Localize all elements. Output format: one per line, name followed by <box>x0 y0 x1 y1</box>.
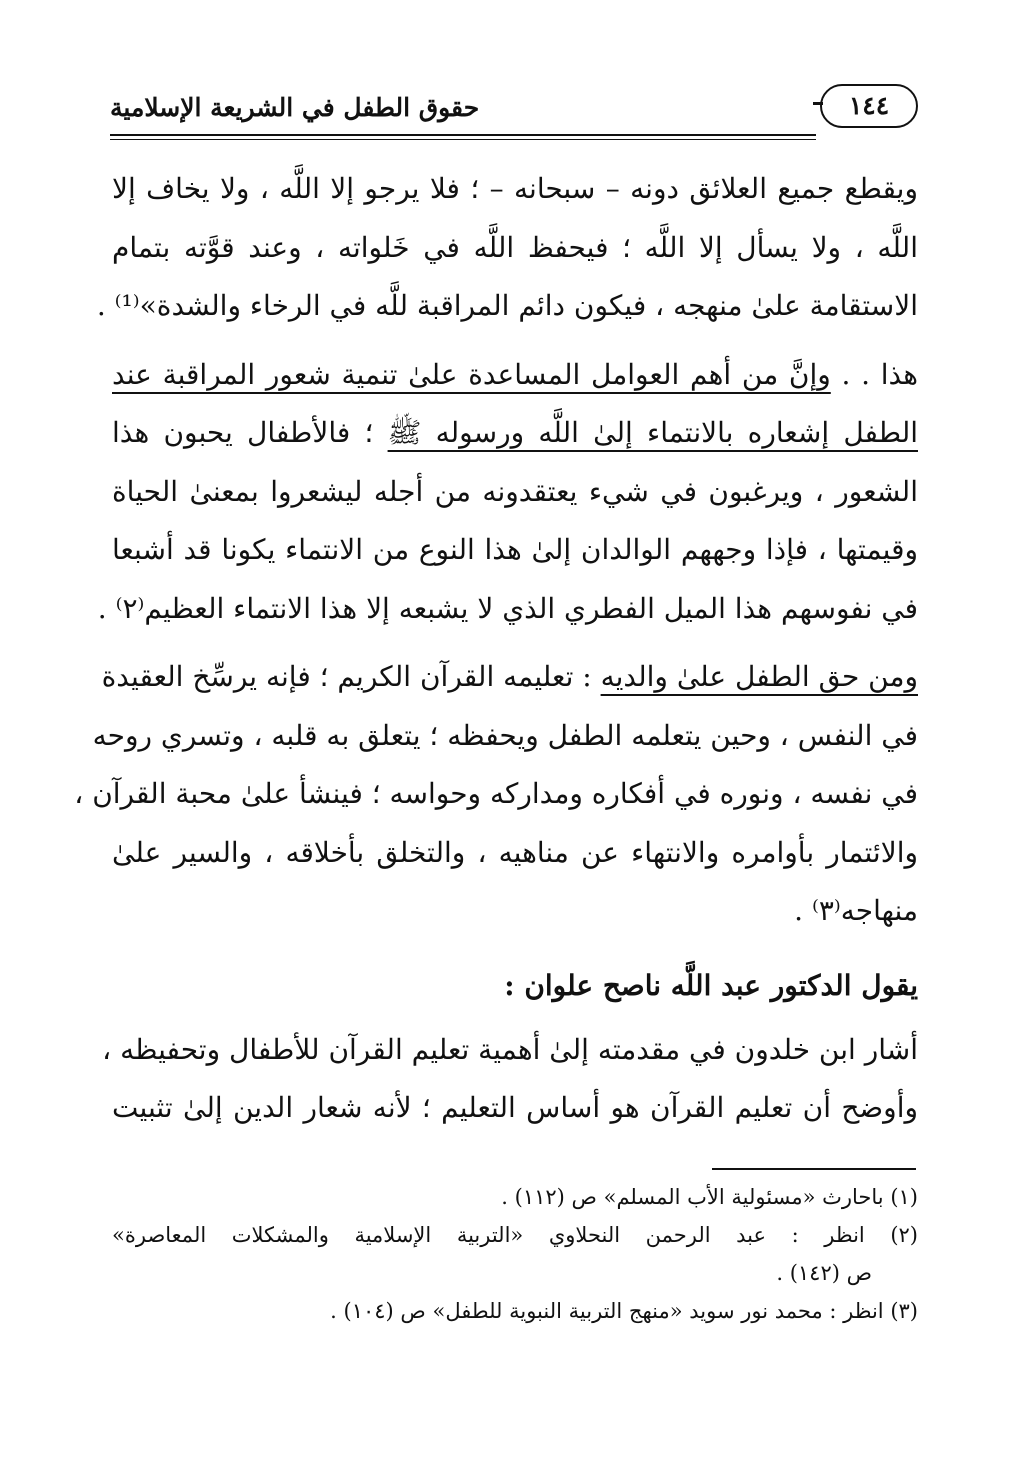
footnote: (٣) انظر : محمد نور سويد «منهج التربية النبوية للطفل» ص (١٠٤) . <box>330 1299 918 1323</box>
text-line <box>112 404 918 463</box>
line-prefix: هذا . . <box>830 357 918 391</box>
underlined-phrase: وإنَّ من أهم العوامل المساعدة علىٰ تنمية شعور المراقبة عند <box>112 357 831 391</box>
text-line: اللَّه ، ولا يسأل إلا اللَّه ؛ فيحفظ اللَّه في خَلواته ، وعند قوَّته بتمام <box>112 230 918 264</box>
text-line: الاستقامة علىٰ منهجه ، فيكون دائم المراقبة للَّه في الرخاء والشدة»⁽¹⁾ . <box>96 289 918 322</box>
text-line <box>101 648 918 707</box>
page-number: ١٤٤ <box>820 84 918 128</box>
line-rest: ؛ فالأطفال يحبون هذا <box>112 416 388 449</box>
section-heading: يقول الدكتور عبد اللَّه ناصح علوان : <box>504 968 918 1002</box>
line-rest: : تعليمه القرآن الكريم ؛ فإنه يرسِّخ العقيدة <box>101 660 601 693</box>
header-rule-thin <box>110 139 816 140</box>
footnote-rule <box>712 1168 916 1170</box>
text-line: في النفس ، وحين يتعلمه الطفل ويحفظه ؛ يتعلق به قلبه ، وتسري روحه <box>92 718 918 752</box>
text-line: في نفسه ، ونوره في أفكاره ومداركه وحواسه ؛ فينشأ علىٰ محبة القرآن ، <box>74 777 918 810</box>
text-line: منهاجه⁽٣⁾ . <box>794 894 918 927</box>
text-line: وأوضح أن تعليم القرآن هو أساس التعليم ؛ لأنه شعار الدين إلىٰ تثبيت <box>112 1091 918 1124</box>
footnote-continuation: ص (١٤٢) . <box>776 1261 872 1285</box>
text-line: في نفوسهم هذا الميل الفطري الذي لا يشبعه إلا هذا الانتماء العظيم⁽٢⁾ . <box>97 591 918 625</box>
body-text <box>74 160 918 1138</box>
text-line: ويقطع جميع العلائق دونه – سبحانه – ؛ فلا يرجو إلا اللَّه ، ولا يخاف إلا <box>112 172 918 205</box>
footnote: (١) باحارث «مسئولية الأب المسلم» ص (١١٢) . <box>501 1185 918 1209</box>
text-line: والائتمار بأوامره والانتهاء عن مناهيه ، والتخلق بأخلاقه ، والسير علىٰ <box>112 835 918 869</box>
underlined-phrase: الطفل إشعاره بالانتماء إلىٰ اللَّه ورسوله ﷺ <box>387 416 918 449</box>
page-header <box>110 78 918 136</box>
header-rule <box>110 134 816 136</box>
text-line: أشار ابن خلدون في مقدمته إلىٰ أهمية تعليم القرآن للأطفال وتحفيظه ، <box>102 1032 918 1066</box>
footnote: (٢) انظر : عبد الرحمن النحلاوي «التربية الإسلامية والمشكلات المعاصرة» <box>112 1223 918 1247</box>
footnotes <box>112 1178 918 1330</box>
text-line: وقيمتها ، فإذا وجههم الوالدان إلىٰ هذا النوع من الانتماء يكونا قد أشبعا <box>112 533 918 566</box>
text-line <box>112 346 918 405</box>
underlined-phrase: ومن حق الطفل علىٰ والديه <box>600 660 918 693</box>
book-title: حقوق الطفل في الشريعة الإسلامية <box>110 93 480 122</box>
text-line: الشعور ، ويرغبون في شيء يعتقدونه من أجله ليشعروا بمعنىٰ الحياة <box>112 474 918 508</box>
